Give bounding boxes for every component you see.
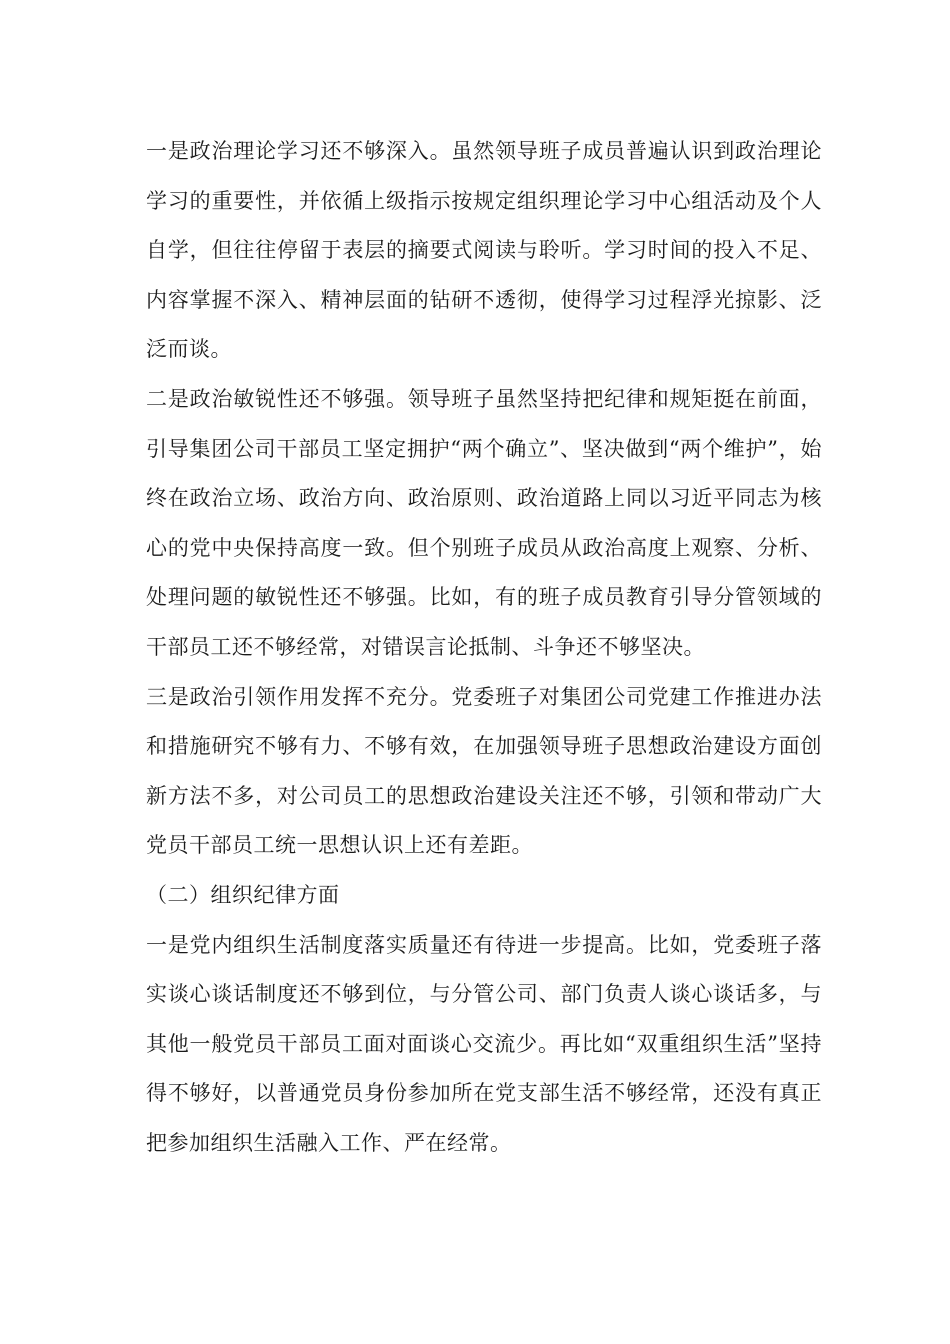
paragraph-political-leadership: 三是政治引领作用发挥不充分。党委班子对集团公司党建工作推进办法和措施研究不够有力、不够有效，在加强领导班子思想政治建设方面创新方法不多，对公司员工的思想政治建设关注还不够，引领和带动广大党员干部员工统一思想认识上还有差距。 xyxy=(146,684,822,858)
paragraph-political-sensitivity: 二是政治敏锐性还不够强。领导班子虽然坚持把纪律和规矩挺在前面，引导集团公司干部员工坚定拥护“两个确立”、坚决做到“两个维护”，始终在政治立场、政治方向、政治原则、政治道路上同以习近平同志为核心的党中央保持高度一致。但个别班子成员从政治高度上观察、分析、处理问题的敏锐性还不够强。比如，有的班子成员教育引导分管领域的干部员工还不够经常，对错误言论抵制、斗争还不够坚决。 xyxy=(146,386,822,659)
section-heading-organizational-discipline: （二）组织纪律方面 xyxy=(146,882,340,907)
document-body xyxy=(146,127,822,1168)
paragraph-political-theory-study: 一是政治理论学习还不够深入。虽然领导班子成员普遍认识到政治理论学习的重要性，并依循上级指示按规定组织理论学习中心组活动及个人自学，但往往停留于表层的摘要式阅读与聆听。学习时间的投入不足、内容掌握不深入、精神层面的钻研不透彻，使得学习过程浮光掠影、泛泛而谈。 xyxy=(146,139,822,362)
paragraph-organizational-life: 一是党内组织生活制度落实质量还有待进一步提高。比如，党委班子落实谈心谈话制度还不够到位，与分管公司、部门负责人谈心谈话多，与其他一般党员干部员工面对面谈心交流少。再比如“双重组织生活”坚持得不够好，以普通党员身份参加所在党支部生活不够经常，还没有真正把参加组织生活融入工作、严在经常。 xyxy=(146,932,822,1155)
